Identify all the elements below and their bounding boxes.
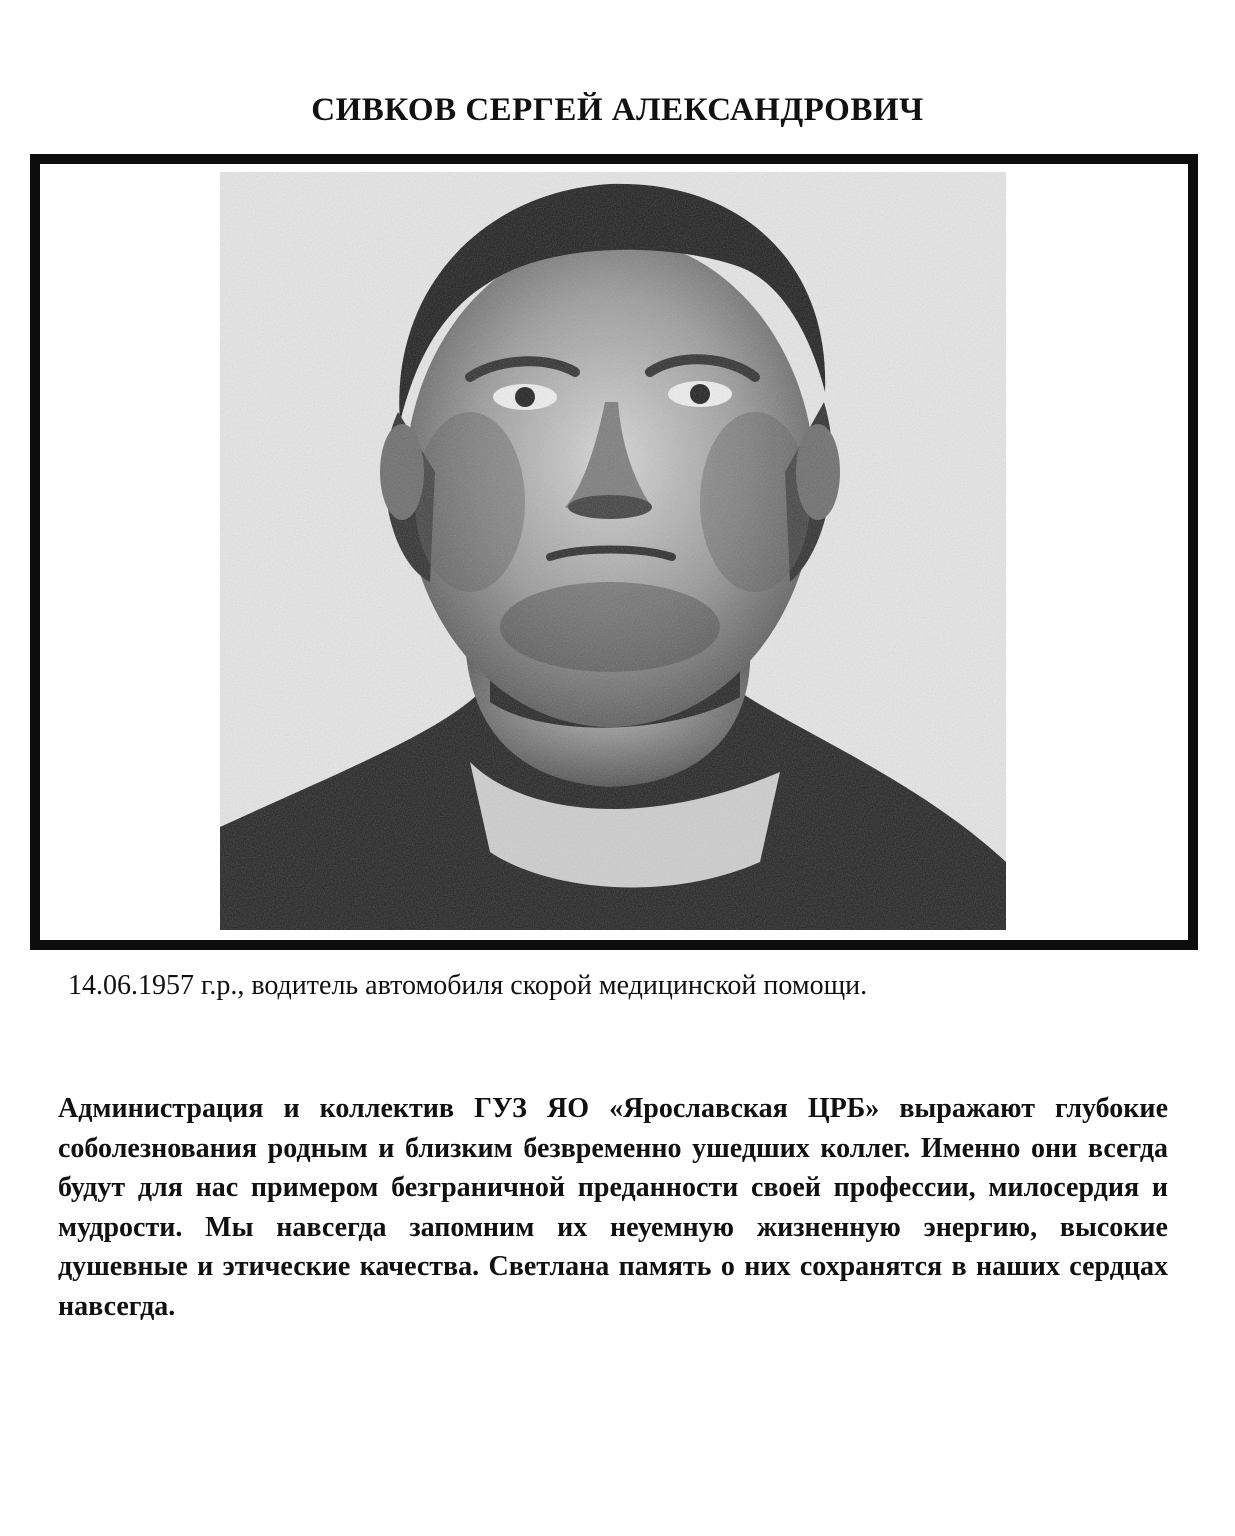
mourning-frame xyxy=(30,154,1198,950)
person-name-title: СИВКОВ СЕРГЕЙ АЛЕКСАНДРОВИЧ xyxy=(311,92,924,128)
portrait-photo xyxy=(220,172,1006,930)
birth-date-and-position: 14.06.1957 г.р., водитель автомобиля скорой медицинской помощи. xyxy=(68,970,868,1001)
condolence-message: Администрация и коллектив ГУЗ ЯО «Ярославская ЦРБ» выражают глубокие соболезнования родным и близким безвременно ушедших коллег. Именно они всегда будут для нас примером безграничной преданности своей профессии, милосердия и мудрости. Мы навсегда запомним их неуемную жизненную энергию, высокие душевные и этические качества. Светлана память о них сохранятся в наших сердцах навсегда. xyxy=(58,1093,1168,1322)
